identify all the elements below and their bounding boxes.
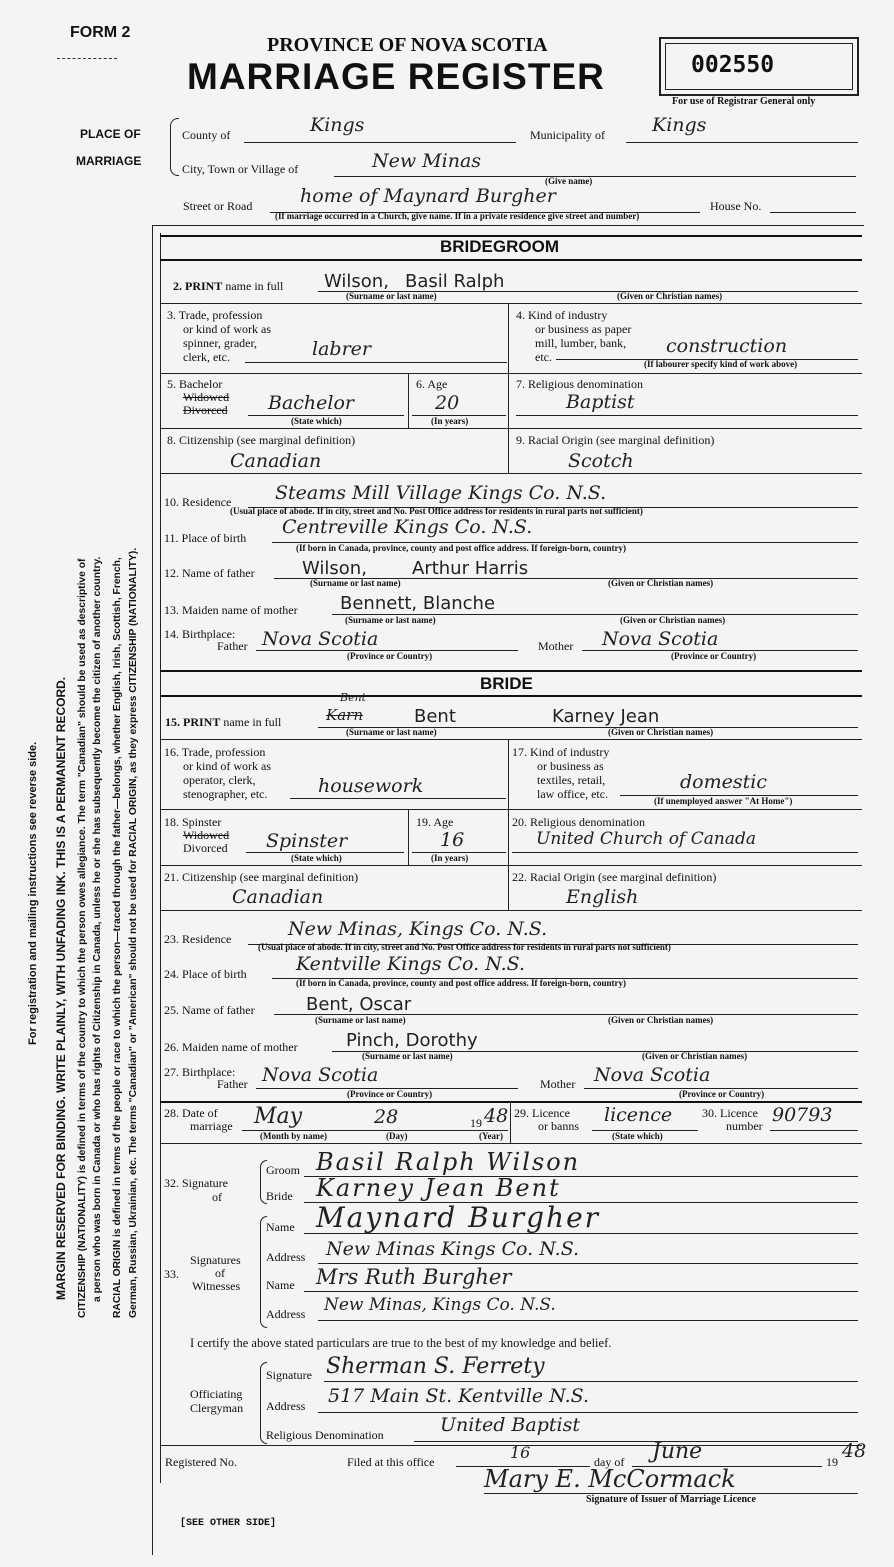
see-other-side: [SEE OTHER SIDE] bbox=[180, 1518, 277, 1529]
bride-status: Spinster bbox=[266, 830, 348, 852]
witness2-name-label: Name bbox=[266, 1278, 295, 1292]
groom-age-note: (In years) bbox=[431, 416, 469, 426]
groom-birthplace-note: (If born in Canada, province, county and post office address. If foreign-born, country) bbox=[296, 543, 627, 553]
bride-origin: English bbox=[566, 886, 639, 908]
filed-month: June bbox=[652, 1439, 703, 1464]
licence-number: 90793 bbox=[772, 1104, 833, 1126]
groom-mother-prov-note: (Province or Country) bbox=[671, 651, 757, 661]
bride-mother-prov-note: (Province or Country) bbox=[679, 1089, 765, 1099]
licence-state-which: (State which) bbox=[612, 1131, 663, 1141]
date-label-1: 28. Date of bbox=[164, 1106, 218, 1120]
issuer-label: Signature of Issuer of Marriage Licence bbox=[586, 1494, 756, 1505]
filed-year-prefix: 19 bbox=[826, 1455, 838, 1469]
bride-origin-label: 22. Racial Origin (see marginal definition) bbox=[512, 870, 717, 884]
name-in-full-label: name in full bbox=[225, 279, 284, 293]
form-number-underline bbox=[57, 58, 117, 59]
county-line bbox=[244, 142, 516, 143]
clergy-address: 517 Main St. Kentville N.S. bbox=[328, 1385, 590, 1407]
filed-day: 16 bbox=[510, 1443, 531, 1462]
bride-mother: Pinch, Dorothy bbox=[346, 1030, 478, 1051]
clergy-denomination-line bbox=[414, 1441, 858, 1442]
bride-trade-label-2: or kind of work as bbox=[183, 759, 271, 773]
print-emphasis: 2. PRINT bbox=[173, 279, 223, 293]
bride-struck-name: Karn bbox=[326, 706, 363, 724]
marriage-year-prefix: 19 bbox=[470, 1116, 482, 1130]
bride-surname-note: (Surname or last name) bbox=[346, 727, 437, 737]
city-label: City, Town or Village of bbox=[182, 162, 299, 176]
clergy-address-label: Address bbox=[266, 1399, 306, 1413]
bride-mother-birthplace: Nova Scotia bbox=[594, 1064, 711, 1086]
groom-trade-line bbox=[245, 362, 507, 363]
witness1-name: Maynard Burgher bbox=[316, 1201, 601, 1234]
groom-surname-note: (Surname or last name) bbox=[346, 291, 437, 301]
date-top-rule bbox=[160, 1101, 862, 1103]
county-label: County of bbox=[182, 128, 231, 142]
groom-religion: Baptist bbox=[566, 391, 635, 413]
bride-mother-label: 26. Maiden name of mother bbox=[164, 1040, 298, 1054]
bride-citizenship: Canadian bbox=[232, 886, 324, 908]
bride-father-surname-note: (Surname or last name) bbox=[315, 1015, 406, 1025]
margin-instructions: For registration and mailing instructions see reverse side. bbox=[27, 741, 39, 1045]
document-title: MARRIAGE REGISTER bbox=[187, 56, 605, 97]
registration-number: 002550 bbox=[691, 52, 775, 78]
form-top-border bbox=[152, 225, 864, 226]
bride-birthplace-note: (If born in Canada, province, county and post office address. If foreign-born, country) bbox=[296, 978, 627, 988]
clergy-signature: Sherman S. Ferrety bbox=[326, 1354, 545, 1379]
groom-father-surname: Wilson, bbox=[302, 558, 367, 579]
groom-given: Basil Ralph bbox=[405, 271, 505, 292]
groom-industry-label-3: mill, lumber, bank, bbox=[535, 336, 627, 350]
clergy-denomination-label: Religious Denomination bbox=[266, 1428, 384, 1442]
clergy-signature-label: Signature bbox=[266, 1368, 312, 1382]
bride-top-rule bbox=[160, 670, 862, 672]
groom-origin: Scotch bbox=[568, 450, 634, 472]
place-label-2: MARRIAGE bbox=[76, 154, 142, 168]
bride-col-divider-2 bbox=[508, 809, 509, 910]
bride-name-label bbox=[165, 715, 281, 730]
bridegroom-title-rule bbox=[160, 259, 862, 261]
witness1-address-line bbox=[318, 1263, 858, 1264]
groom-age: 20 bbox=[435, 392, 460, 414]
groom-trade-label-4: clerk, etc. bbox=[183, 350, 230, 364]
groom-birthplace: Centreville Kings Co. N.S. bbox=[282, 516, 533, 538]
house-label: House No. bbox=[710, 199, 762, 213]
groom-status-label-1: 5. Bachelor bbox=[167, 377, 223, 391]
bride-trade-label-4: stenographer, etc. bbox=[183, 787, 268, 801]
year-note: (Year) bbox=[479, 1131, 503, 1141]
bride-col-divider-1 bbox=[508, 739, 509, 809]
witness1-address-label: Address bbox=[266, 1250, 306, 1264]
margin-racial-def-1: RACIAL ORIGIN is defined in terms of the people or race to which the person—traced through the father—belongs, whether English, Irish, Scottish, French, bbox=[112, 557, 123, 1318]
groom-father-surname-note: (Surname or last name) bbox=[310, 578, 401, 588]
groom-father-bp-label: Father bbox=[217, 639, 248, 653]
issuer-signature: Mary E. McCormack bbox=[484, 1465, 736, 1493]
day-of-label: day of bbox=[594, 1455, 625, 1469]
witness1-name-label: Name bbox=[266, 1220, 295, 1234]
groom-religion-label: 7. Religious denomination bbox=[516, 377, 643, 391]
marriage-month: May bbox=[254, 1104, 303, 1129]
bride-industry-label-3: textiles, retail, bbox=[537, 773, 606, 787]
bride-mother-surname-note: (Surname or last name) bbox=[362, 1051, 453, 1061]
licence-label-1: 29. Licence bbox=[514, 1106, 570, 1120]
municipality-value: Kings bbox=[652, 114, 707, 136]
day-note: (Day) bbox=[386, 1131, 408, 1141]
groom-trade-label-2: or kind of work as bbox=[183, 322, 271, 336]
bride-father-bp-label: Father bbox=[217, 1077, 248, 1091]
clergy-address-line bbox=[318, 1412, 858, 1413]
groom-father-prov-note: (Province or Country) bbox=[347, 651, 433, 661]
clergy-denomination: United Baptist bbox=[440, 1414, 580, 1436]
bride-residence: New Minas, Kings Co. N.S. bbox=[288, 918, 548, 940]
witness1-address: New Minas Kings Co. N.S. bbox=[326, 1238, 580, 1260]
witness2-address: New Minas, Kings Co. N.S. bbox=[324, 1295, 556, 1315]
licence-number-line bbox=[770, 1130, 858, 1131]
municipality-label: Municipality of bbox=[530, 128, 605, 142]
groom-mother-surname-note: (Surname or last name) bbox=[345, 615, 436, 625]
groom-industry: construction bbox=[666, 335, 788, 357]
bride-residence-label: 23. Residence bbox=[164, 932, 232, 946]
witness-number: 33. bbox=[164, 1267, 179, 1281]
groom-row-rule-2 bbox=[160, 373, 862, 374]
house-line bbox=[770, 212, 856, 213]
bride-father-prov-note: (Province or Country) bbox=[347, 1089, 433, 1099]
groom-residence-note: (Usual place of abode. If in city, street and No. Post Office address for residents in rural parts not sufficient) bbox=[230, 506, 643, 516]
bride-trade: housework bbox=[318, 775, 424, 797]
bride-sig-label: Bride bbox=[266, 1189, 293, 1203]
groom-industry-label-2: or business as paper bbox=[535, 322, 632, 336]
witness2-name-line bbox=[304, 1291, 858, 1292]
margin-binding-note: MARGIN RESERVED FOR BINDING. WRITE PLAINLY, WITH UNFADING INK. THIS IS A PERMANENT RECORD. bbox=[54, 676, 68, 1300]
bride-birthplace-label: 24. Place of birth bbox=[164, 967, 247, 981]
groom-signature: Basil Ralph Wilson bbox=[316, 1148, 581, 1176]
filed-label: Filed at this office bbox=[347, 1455, 435, 1469]
month-note: (Month by name) bbox=[260, 1131, 327, 1141]
groom-father-given-note: (Given or Christian names) bbox=[608, 578, 714, 588]
witness2-address-label: Address bbox=[266, 1307, 306, 1321]
witness-label-1: Signatures bbox=[190, 1253, 241, 1267]
bride-citizenship-label: 21. Citizenship (see marginal definition) bbox=[164, 870, 359, 884]
city-line bbox=[334, 176, 856, 177]
groom-status-label-2: Widowed bbox=[183, 390, 230, 404]
bride-father-given-note: (Given or Christian names) bbox=[608, 1015, 714, 1025]
bride-trade-label-3: operator, clerk, bbox=[183, 773, 256, 787]
bride-print-emphasis: 15. PRINT bbox=[165, 715, 221, 729]
bride-age-label: 19. Age bbox=[416, 815, 454, 829]
groom-state-which: (State which) bbox=[291, 416, 342, 426]
licence-type: licence bbox=[604, 1104, 673, 1126]
groom-residence-label: 10. Residence bbox=[164, 495, 232, 509]
bride-mother-bp-label: Mother bbox=[540, 1077, 576, 1091]
bride-father: Bent, Oscar bbox=[306, 994, 412, 1015]
groom-birthplaces-label: 14. Birthplace: bbox=[164, 627, 236, 641]
groom-residence: Steams Mill Village Kings Co. N.S. bbox=[275, 482, 607, 504]
groom-industry-note: (If labourer specify kind of work above) bbox=[644, 359, 798, 369]
sig-label-2: of bbox=[212, 1190, 222, 1204]
give-name-note: (Give name) bbox=[545, 176, 593, 186]
groom-status: Bachelor bbox=[268, 392, 355, 414]
registrar-note: For use of Registrar General only bbox=[672, 96, 816, 107]
bride-father-birthplace: Nova Scotia bbox=[262, 1064, 379, 1086]
groom-industry-label-1: 4. Kind of industry bbox=[516, 308, 608, 322]
place-label-1: PLACE OF bbox=[80, 127, 141, 141]
groom-row-rule-4 bbox=[160, 473, 862, 474]
bride-status-label-1: 18. Spinster bbox=[164, 815, 222, 829]
date-divider bbox=[510, 1101, 511, 1143]
certify-statement: I certify the above stated particulars are true to the best of my knowledge and belief. bbox=[190, 1336, 612, 1350]
bride-industry-label-4: law office, etc. bbox=[537, 787, 609, 801]
groom-age-label: 6. Age bbox=[416, 377, 448, 391]
bride-mother-given-note: (Given or Christian names) bbox=[642, 1051, 748, 1061]
groom-given-note: (Given or Christian names) bbox=[617, 291, 723, 301]
groom-trade-label-3: spinner, grader, bbox=[183, 336, 258, 350]
groom-mother: Bennett, Blanche bbox=[340, 593, 496, 614]
witness2-name: Mrs Ruth Burgher bbox=[316, 1265, 512, 1289]
date-bottom-rule bbox=[160, 1143, 862, 1144]
bride-birthplace: Kentville Kings Co. N.S. bbox=[296, 953, 526, 975]
clergy-label-2: Clergyman bbox=[190, 1401, 244, 1415]
bridegroom-title: BRIDEGROOM bbox=[440, 237, 559, 256]
bride-religion: United Church of Canada bbox=[536, 829, 756, 849]
groom-father-birthplace: Nova Scotia bbox=[262, 628, 379, 650]
bride-status-label-2: Widowed bbox=[183, 828, 230, 842]
groom-origin-label: 9. Racial Origin (see marginal definition) bbox=[516, 433, 715, 447]
groom-mother-birthplace: Nova Scotia bbox=[602, 628, 719, 650]
bride-age-note: (In years) bbox=[431, 853, 469, 863]
groom-row-rule-3 bbox=[160, 428, 862, 429]
groom-religion-line bbox=[516, 415, 858, 416]
witness2-address-line bbox=[318, 1320, 858, 1321]
municipality-line bbox=[626, 142, 858, 143]
groom-mother-given-note: (Given or Christian names) bbox=[620, 615, 726, 625]
bride-title: BRIDE bbox=[480, 674, 533, 693]
groom-sig-label: Groom bbox=[266, 1163, 300, 1177]
bride-trade-line bbox=[290, 798, 506, 799]
bride-surname: Bent bbox=[414, 706, 456, 727]
licence-label-2: or banns bbox=[538, 1119, 579, 1133]
bride-residence-note: (Usual place of abode. If in city, street and No. Post Office address for residents in rural parts not sufficient) bbox=[258, 942, 671, 952]
registered-label: Registered No. bbox=[165, 1455, 237, 1469]
bride-surname-correction: Bent bbox=[340, 691, 367, 704]
witness-label-3: Witnesses bbox=[192, 1279, 241, 1293]
witness-label-2: of bbox=[215, 1266, 225, 1280]
date-label-2: marriage bbox=[190, 1119, 233, 1133]
groom-industry-label-4: etc. bbox=[535, 350, 552, 364]
form-inner-left-border bbox=[160, 233, 161, 1483]
registration-number-box bbox=[659, 37, 859, 96]
bride-birthplaces-label: 27. Birthplace: bbox=[164, 1065, 236, 1079]
clergy-label-1: Officiating bbox=[190, 1387, 243, 1401]
bride-trade-label-1: 16. Trade, profession bbox=[164, 745, 266, 759]
clergy-signature-line bbox=[324, 1381, 858, 1382]
groom-col-divider-1 bbox=[508, 303, 509, 373]
form-left-border bbox=[152, 225, 153, 1555]
groom-father-label: 12. Name of father bbox=[164, 566, 255, 580]
bride-row-rule-2 bbox=[160, 809, 862, 810]
bride-state-which: (State which) bbox=[291, 853, 342, 863]
groom-birthplace-label: 11. Place of birth bbox=[164, 531, 247, 545]
groom-surname: Wilson, bbox=[324, 271, 389, 292]
bride-title-rule bbox=[160, 695, 862, 697]
margin-racial-def-2: German, Russian, Ukrainian, etc. The terms "Canadian" or "American" should not be used for RACIAL ORIGIN, as they express CITIZENSHIP (NATIONALITY). bbox=[128, 547, 139, 1318]
marriage-day: 28 bbox=[374, 1106, 399, 1128]
bride-status-label-3: Divorced bbox=[183, 841, 228, 855]
groom-mother-bp-label: Mother bbox=[538, 639, 574, 653]
place-bracket bbox=[170, 118, 179, 176]
bride-given-note: (Given or Christian names) bbox=[608, 727, 714, 737]
bride-row-rule-3 bbox=[160, 865, 862, 866]
bride-industry: domestic bbox=[680, 771, 767, 793]
bride-religion-line bbox=[512, 852, 858, 853]
bride-age: 16 bbox=[440, 829, 465, 851]
street-label: Street or Road bbox=[183, 199, 253, 213]
groom-trade-label-1: 3. Trade, profession bbox=[167, 308, 263, 322]
licence-number-label-2: number bbox=[726, 1119, 763, 1133]
groom-citizenship: Canadian bbox=[230, 450, 322, 472]
bride-row-rule-1 bbox=[160, 739, 862, 740]
marriage-year: 48 bbox=[484, 1105, 509, 1127]
groom-status-label-3: Divorced bbox=[183, 403, 228, 417]
bride-age-divider bbox=[408, 809, 409, 865]
groom-age-divider bbox=[408, 373, 409, 428]
bride-row-rule-4 bbox=[160, 910, 862, 911]
form-number: FORM 2 bbox=[70, 24, 131, 41]
groom-citizenship-label: 8. Citizenship (see marginal definition) bbox=[167, 433, 356, 447]
filed-year: 48 bbox=[842, 1440, 867, 1462]
groom-name-label bbox=[173, 279, 283, 294]
bride-signature: Karney Jean Bent bbox=[316, 1174, 561, 1202]
bride-industry-note: (If unemployed answer "At Home") bbox=[654, 796, 793, 806]
groom-row-rule-1 bbox=[160, 303, 862, 304]
county-value: Kings bbox=[310, 114, 365, 136]
sig-label-1: 32. Signature bbox=[164, 1176, 228, 1190]
bride-name-in-full-label: name in full bbox=[223, 715, 282, 729]
bride-given: Karney Jean bbox=[552, 706, 660, 727]
bride-religion-label: 20. Religious denomination bbox=[512, 815, 645, 829]
bride-industry-label-2: or business as bbox=[537, 759, 604, 773]
city-value: New Minas bbox=[372, 150, 482, 172]
margin-citizenship-def-2: a person who was born in Canada or who has rights of Citizenship in Canada, unless he or she has subsequently become the citizen of another country. bbox=[92, 556, 103, 1302]
bride-father-label: 25. Name of father bbox=[164, 1003, 255, 1017]
street-value: home of Maynard Burgher bbox=[300, 185, 556, 207]
groom-mother-label: 13. Maiden name of mother bbox=[164, 603, 298, 617]
groom-trade: labrer bbox=[312, 338, 371, 360]
licence-number-label-1: 30. Licence bbox=[702, 1106, 758, 1120]
margin-citizenship-def-1: CITIZENSHIP (NATIONALITY) is defined in terms of the country to which the person owes allegiance. The term "Canadian" should be used as descriptive of bbox=[77, 558, 88, 1318]
groom-father-given: Arthur Harris bbox=[412, 558, 529, 579]
groom-col-divider-2 bbox=[508, 373, 509, 473]
street-note: (If marriage occurred in a Church, give name. If in a private residence give street and number) bbox=[275, 211, 640, 221]
province-title: PROVINCE OF NOVA SCOTIA bbox=[267, 34, 548, 56]
bride-industry-label-1: 17. Kind of industry bbox=[512, 745, 610, 759]
